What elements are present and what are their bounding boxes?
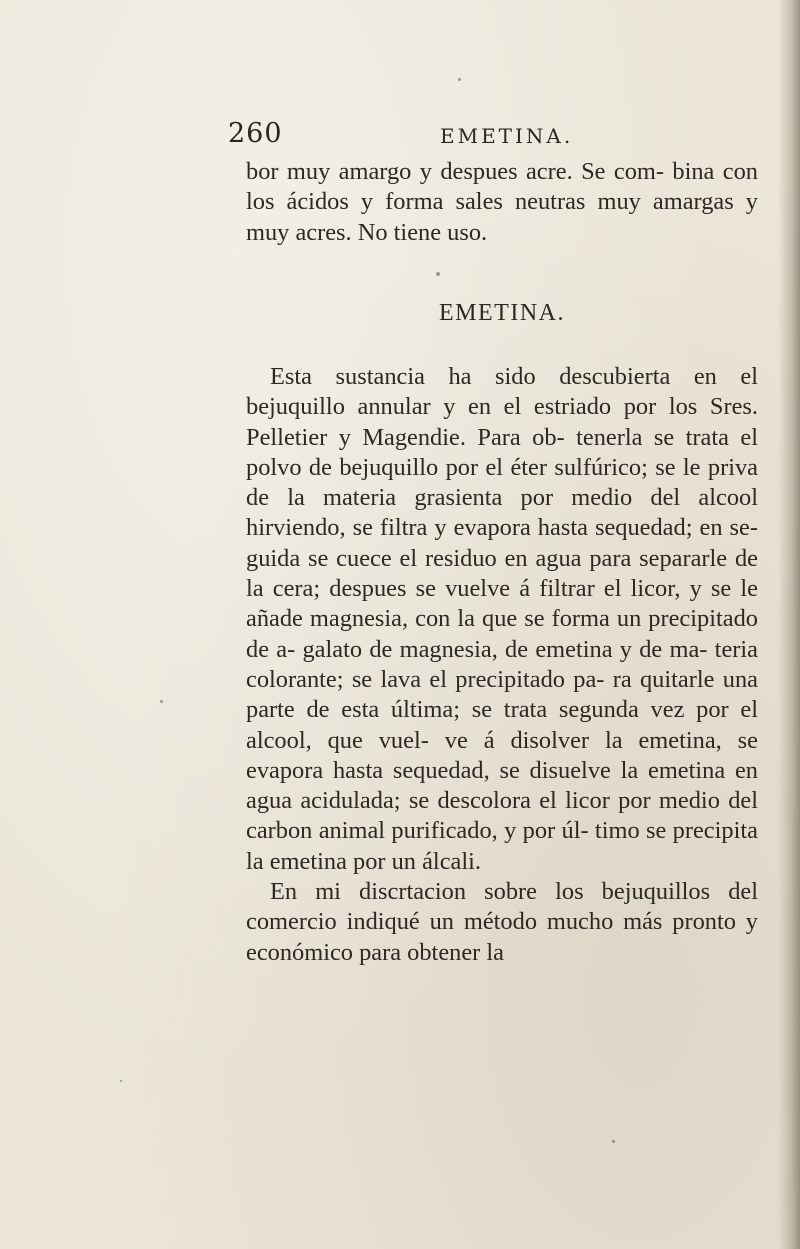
intro-paragraph: bor muy amargo y despues acre. Se com- bina con los ácidos y forma sales neutras muy amargas y muy acres. No tiene uso. <box>246 158 758 246</box>
paper-speck <box>612 1140 615 1143</box>
body-paragraph-2: En mi discrtacion sobre los bejuquillos del comercio indiqué un método mucho más pronto y económico para obtener la <box>246 878 758 966</box>
section-body <box>246 362 758 968</box>
body-paragraph-1: Esta sustancia ha sido descubierta en el bejuquillo annular y en el estriado por los Sres. Pelletier y Magendie. Para ob- tenerla se trata el polvo de bejuquillo por el éter sulfúrico; se le priva de la materia grasienta por medio del alcool hirviendo, se filtra y evapora hasta sequedad; en se- guida se cuece el residuo en agua para separarle de la cera; despues se vuelve á filtrar el licor, y se le añade magnesia, con la que se forma un precipitado de a- galato de magnesia, de emetina y de ma- teria colorante; se lava el precipitado pa- ra quitarle una parte de esta última; se trata segunda vez por el alcool, que vuel- ve á disolver la emetina, se evapora hasta sequedad, se disuelve la emetina en agua acidulada; se descolora el licor por medio del carbon animal purificado, y por úl- timo se precipita la emetina por un álcali. <box>246 363 758 875</box>
paper-speck <box>120 1080 122 1082</box>
paper-speck <box>436 272 440 276</box>
page-header <box>228 118 698 158</box>
page-edge-shadow <box>778 0 800 1249</box>
paper-speck <box>458 78 461 81</box>
section-title: EMETINA. <box>439 300 565 326</box>
page-number: 260 <box>228 118 283 149</box>
paper-speck <box>160 700 163 703</box>
running-head: EMETINA. <box>440 124 574 148</box>
